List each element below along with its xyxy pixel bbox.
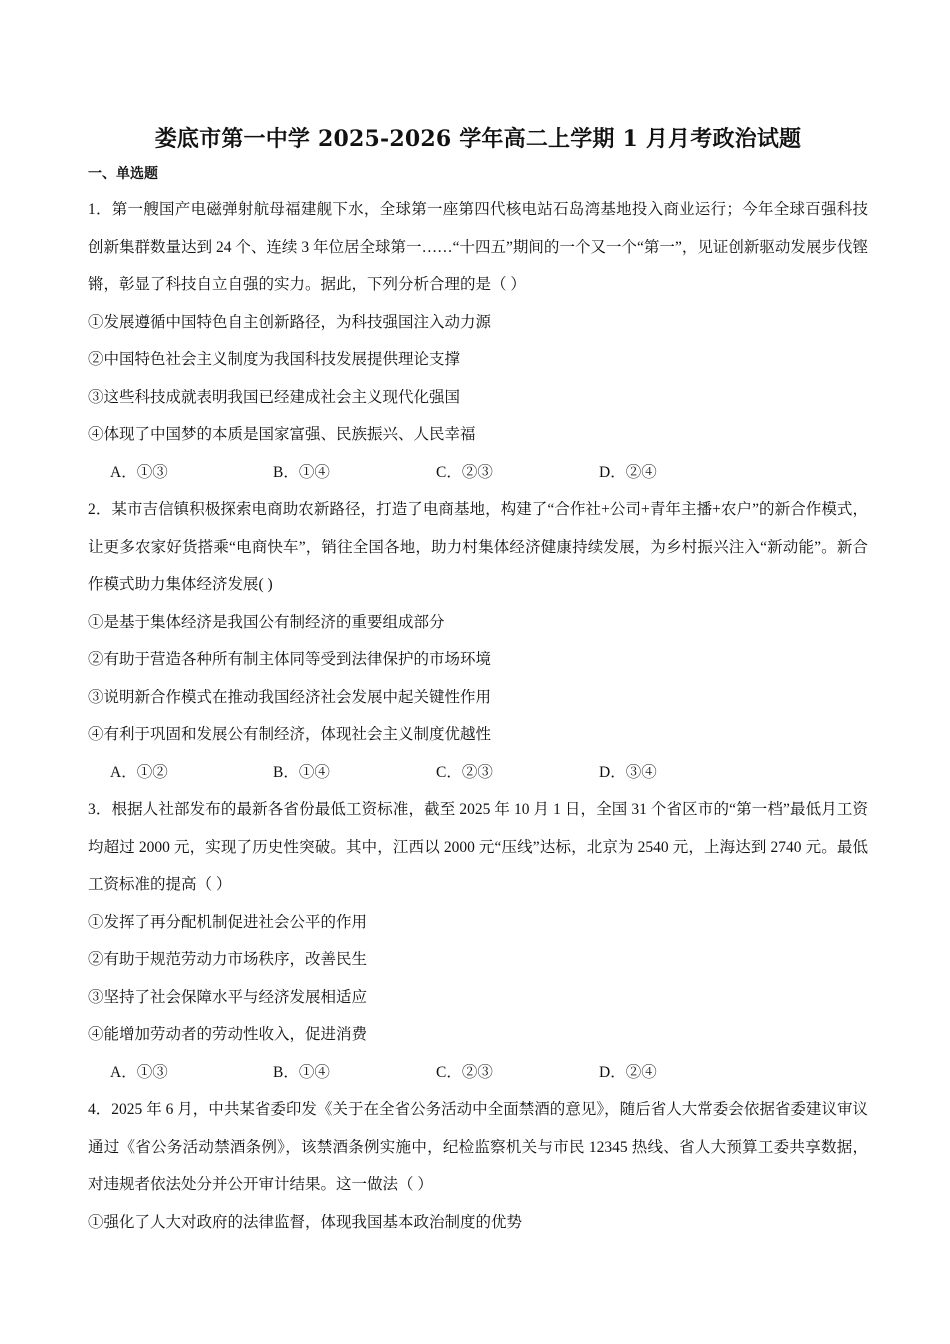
exam-title: 娄底市第一中学 2025-2026 学年高二上学期 1 月月考政治试题 [154, 126, 802, 152]
choice-b[interactable]: B．①④ [273, 763, 330, 781]
question-stem: 3．根据人社部发布的最新各省份最低工资标准，截至 2025 年 10 月 1 日，全国 31 个省区市的“第一档”最低月工资均超过 2000 元，实现了历史性突破。其中，江西以 2000 元“压线”达标，北京为 2540 元，上海达到 2740 元。最低工资标准的提高（ ） [88, 801, 868, 893]
choice-d[interactable]: D．③④ [599, 763, 657, 781]
question-stem: 2．某市吉信镇积极探索电商助农新路径，打造了电商基地，构建了“合作社+公司+青年主播+农户”的新合作模式，让更多农家好货搭乘“电商快车”，销往全国各地，助力村集体经济健康持续发展，为乡村振兴注入“新动能”。新合作模式助力集体经济发展( ) [88, 501, 868, 593]
question-2 [88, 491, 868, 791]
question-3 [88, 791, 868, 1091]
statement-option: ①是基于集体经济是我国公有制经济的重要组成部分 [88, 613, 445, 631]
choice-d[interactable]: D．②④ [599, 463, 657, 481]
question-stem: 1．第一艘国产电磁弹射航母福建舰下水，全球第一座第四代核电站石岛湾基地投入商业运行；今年全球百强科技创新集群数量达到 24 个、连续 3 年位居全球第一……“十四五”期间的一个又一个“第一”，见证创新驱动发展步伐铿锵，彰显了科技自立自强的实力。据此，下列分析合理的是（ ） [88, 201, 868, 293]
statement-option: ①强化了人大对政府的法律监督，体现我国基本政治制度的优势 [88, 1213, 523, 1231]
question-1 [88, 191, 868, 491]
choice-a[interactable]: A．①② [110, 763, 168, 781]
statement-option: ③坚持了社会保障水平与经济发展相适应 [88, 988, 368, 1006]
statement-option: ③说明新合作模式在推动我国经济社会发展中起关键性作用 [88, 688, 492, 706]
statement-option: ④有利于巩固和发展公有制经济，体现社会主义制度优越性 [88, 726, 492, 743]
choice-b[interactable]: B．①④ [273, 1063, 330, 1081]
section-heading: 一、单选题 [88, 166, 158, 182]
statement-option: ④能增加劳动者的劳动性收入，促进消费 [88, 1026, 368, 1043]
statement-option: ④体现了中国梦的本质是国家富强、民族振兴、人民幸福 [88, 426, 476, 443]
choice-b[interactable]: B．①④ [273, 463, 330, 481]
choice-a[interactable]: A．①③ [110, 463, 168, 481]
question-stem: 4．2025 年 6 月，中共某省委印发《关于在全省公务活动中全面禁酒的意见》，随后省人大常委会依据省委建议审议通过《省公务活动禁酒条例》，该禁酒条例实施中，纪检监察机关与市民 12345 热线、省人大预算工委共享数据，对违规者依法处分并公开审计结果。这一做法（ ） [88, 1101, 868, 1193]
choice-d[interactable]: D．②④ [599, 1063, 657, 1081]
statement-option: ②有助于规范劳动力市场秩序，改善民生 [88, 951, 368, 968]
choice-c[interactable]: C．②③ [436, 1063, 493, 1081]
answer-choices [88, 454, 868, 492]
statement-option: ②中国特色社会主义制度为我国科技发展提供理论支撑 [88, 351, 461, 368]
answer-choices [88, 754, 868, 792]
choice-a[interactable]: A．①③ [110, 1063, 168, 1081]
question-4 [88, 1091, 868, 1241]
choice-c[interactable]: C．②③ [436, 463, 493, 481]
answer-choices [88, 1054, 868, 1092]
choice-c[interactable]: C．②③ [436, 763, 493, 781]
statement-option: ①发展遵循中国特色自主创新路径，为科技强国注入动力源 [88, 313, 492, 331]
statement-option: ③这些科技成就表明我国已经建成社会主义现代化强国 [88, 388, 461, 406]
exam-page [88, 122, 868, 1241]
statement-option: ①发挥了再分配机制促进社会公平的作用 [88, 913, 368, 931]
statement-option: ②有助于营造各种所有制主体同等受到法律保护的市场环境 [88, 651, 492, 668]
